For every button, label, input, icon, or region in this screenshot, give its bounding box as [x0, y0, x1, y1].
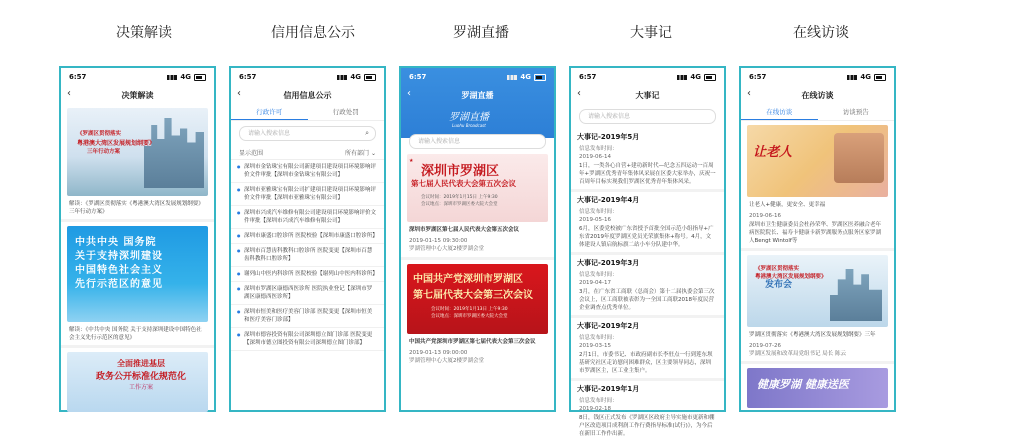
- search-placeholder: 请输入搜索信息: [418, 138, 461, 145]
- event-date: 2019-04-17: [579, 280, 611, 286]
- back-arrow-icon[interactable]: ‹: [407, 88, 411, 99]
- signal-icon: [507, 75, 517, 80]
- nav-bar: [231, 86, 384, 104]
- card-line-2: 粤港澳大湾区发展规划纲要》: [755, 274, 827, 280]
- filter-row: [231, 146, 384, 160]
- event-meta: [571, 397, 724, 405]
- status-icons: [847, 73, 886, 81]
- banner-gov-text: [81, 358, 201, 391]
- banner-gov-affairs-openness[interactable]: [67, 352, 208, 412]
- search-input[interactable]: [239, 126, 376, 141]
- banner-gov-line-3: 工作方案: [128, 384, 153, 391]
- page-title: 在线访谈: [801, 90, 834, 100]
- live-card-people-congress[interactable]: [407, 154, 548, 222]
- card-line-1: 《罗湖区贯彻落实: [755, 266, 800, 272]
- signal-icon: [677, 75, 687, 80]
- interview-desc-1: 深圳市卫生健康委员会杜孙荣华、罗湖区医养融合老年病医院院长、福寿卡健康卡新罗湖服务点服务区家罗湖人Bengt Wintolf等: [749, 222, 882, 244]
- event-section[interactable]: [571, 318, 724, 378]
- page-title: 决策解读: [121, 90, 154, 100]
- event-meta-label: 信息发布时间：: [579, 146, 618, 152]
- divider: [61, 219, 214, 222]
- banner-blue-line-1: 中共中央 国务院: [75, 237, 157, 248]
- interview-card-health[interactable]: [747, 368, 888, 408]
- banner-gov-line-2: 政务公开标准化规范化: [95, 372, 186, 382]
- event-section[interactable]: [571, 129, 724, 189]
- list-item[interactable]: ● 深圳市恒美和医疗美容门诊部 医院变更【深圳市恒美和医疗美容门诊部】: [231, 305, 384, 328]
- live-item-date-1: 2019-01-15 09:30:00: [409, 238, 468, 244]
- event-section[interactable]: [571, 255, 724, 315]
- event-heading: 大事记-2019年2月: [577, 322, 640, 330]
- event-date: 2019-02-18: [579, 406, 611, 412]
- banner-gov-line-1: 全面推进基层: [117, 359, 165, 368]
- status-time: 6:57: [69, 73, 87, 81]
- card-title-line-2: 第七届代表大会第三次会议: [413, 290, 533, 301]
- event-heading: 大事记-2019年4月: [577, 196, 640, 204]
- filter-label: 显示范围: [239, 150, 264, 157]
- event-body: 2月1日，市委书记、市政府副市长李驻点一行到莲东坝基研究社区走访慰问困难群众，区主要领导同志，深圳市罗湖区主，区工业主集户。: [579, 352, 713, 374]
- divider: [61, 345, 214, 348]
- phone-decision-interpretation: [59, 66, 216, 412]
- list-item[interactable]: ● 深圳市百慧齿科教科口腔诊所 医院变更【深圳市百慧齿科教科口腔诊所】: [231, 244, 384, 267]
- tab-bar: [741, 104, 894, 121]
- interview-date-1: 2019-06-16: [749, 213, 781, 219]
- star-icon: ★: [409, 158, 414, 164]
- chevron-down-icon: ⌄: [370, 150, 376, 157]
- search-input[interactable]: [579, 109, 716, 124]
- banner-blue-line-3: 中国特色社会主义: [75, 265, 163, 276]
- card-title-line-1: 中国共产党深圳市罗湖区: [413, 274, 523, 285]
- event-meta-label: 信息发布时间：: [579, 398, 618, 404]
- event-meta: [571, 334, 724, 342]
- phone-credit-info: [229, 66, 386, 412]
- list-item[interactable]: ● 谢列山中医内科诊所 医院校验【谢列山中医内科诊所】: [231, 267, 384, 282]
- battery-icon: [704, 74, 716, 81]
- live-item-title-1[interactable]: 深圳市罗湖区第七届人民代表大会第五次会议: [409, 227, 520, 233]
- list-item[interactable]: ● 深圳市罗湖区康德西医诊所 医院执业登记【深圳市罗湖区康德西医诊所】: [231, 282, 384, 305]
- card-line-2: 健康送医: [804, 378, 849, 391]
- card-text: [755, 265, 827, 289]
- battery-icon: [194, 74, 206, 81]
- news-caption-1[interactable]: 解读：《罗湖区贯彻落实《粤港澳大湾区发展规划纲要》三年行动方案》: [69, 201, 204, 215]
- news-caption-2[interactable]: 解读：《中共中央 国务院 关于支持深圳建设中国特色社会主义先行示范区的意见》: [69, 327, 202, 341]
- status-bar: [741, 68, 894, 86]
- banner-line-2: 粤港澳大湾区发展规划纲要》: [77, 140, 156, 147]
- page-title: 信用信息公示: [283, 90, 332, 100]
- card-title-line-2: 第七届人民代表大会第五次会议: [411, 179, 516, 188]
- column-title-3: 罗湖直播: [453, 25, 509, 41]
- banner-line-3: 三年行动方案: [87, 149, 121, 155]
- search-input[interactable]: [409, 134, 546, 149]
- banner-greater-bay-area[interactable]: [67, 108, 208, 196]
- status-bar: [61, 68, 214, 86]
- status-time: 6:57: [749, 73, 767, 81]
- nav-bar: [61, 86, 214, 104]
- network-label: 4G: [350, 73, 361, 81]
- phone-major-events: [569, 66, 726, 437]
- event-heading: 大事记-2019年1月: [577, 385, 640, 393]
- event-body: 6月，区委党校被广东省授予首批全国示范小组指导+广东省2019年度罗湖区党员光荣旗集体+称号。4月，文体建设人镇启航标旗二站小车分队建中华。: [579, 226, 714, 248]
- event-body: 3月，在广东省工商联（总商会）第十二届执委会第三次会议上，区工商联被表彰为一全国工商联2018年度民营企业调查点优秀单位。: [579, 289, 715, 311]
- interview-card-elderly[interactable]: [747, 125, 888, 197]
- page-title: 罗湖直播: [461, 90, 494, 100]
- interview-title-2[interactable]: 罗湖区贯彻落实《粤港澳大湾区发展规划纲要》三年: [749, 332, 876, 338]
- interview-desc-2: 罗湖区发展和改革局党组书记 局长 陈云: [749, 351, 846, 357]
- card-line-3: 发布会: [765, 280, 793, 290]
- hero-header: [401, 68, 554, 138]
- event-section[interactable]: [571, 381, 724, 437]
- list-item[interactable]: ● 深圳市金钻珠宝有限公司新建项目建设项目环境影响评价文件审批【深圳市金钻珠宝有限公司】: [231, 160, 384, 183]
- divider: [401, 257, 554, 260]
- back-arrow-icon[interactable]: ‹: [577, 88, 581, 99]
- live-item-date-2: 2019-01-13 09:00:00: [409, 350, 468, 356]
- search-placeholder: 请输入搜索信息: [248, 130, 291, 137]
- status-icons: [337, 73, 376, 81]
- event-meta: [571, 208, 724, 216]
- page-title: 大事记: [635, 90, 660, 100]
- signal-icon: [337, 75, 347, 80]
- interview-date-2: 2019-07-26: [749, 343, 781, 349]
- filter-dropdown[interactable]: [345, 148, 376, 157]
- back-arrow-icon[interactable]: ‹: [237, 88, 241, 99]
- hero-title: 罗湖直播: [449, 112, 489, 123]
- banner-text: [77, 130, 155, 157]
- banner-line-1: 《罗湖区贯彻落实: [77, 131, 122, 137]
- event-heading: 大事记-2019年3月: [577, 259, 640, 267]
- live-item-place-2: 罗湖管理中心大厦2楼罗湖会堂: [409, 358, 485, 364]
- tab-admin-permit[interactable]: 行政许可: [231, 104, 308, 120]
- battery-icon: [534, 74, 546, 81]
- card-title: 让老人: [753, 145, 793, 160]
- network-label: 4G: [860, 73, 871, 81]
- card-place: 会议地点：深圳市罗湖区委大院大会堂: [431, 314, 508, 319]
- interview-photo: [834, 133, 884, 183]
- banner-pioneer-demonstration-zone[interactable]: [67, 226, 208, 322]
- live-card-party-congress[interactable]: [407, 264, 548, 334]
- column-title-4: 大事记: [630, 25, 672, 41]
- event-meta-label: 信息发布时间：: [579, 335, 618, 341]
- network-label: 4G: [690, 73, 701, 81]
- event-meta-label: 信息发布时间：: [579, 209, 618, 215]
- search-icon[interactable]: ⌕: [365, 129, 369, 137]
- filter-value: 所有部门: [345, 150, 370, 157]
- card-place: 会议地点：深圳市罗湖区委大院大会堂: [421, 202, 498, 207]
- event-heading: 大事记-2019年5月: [577, 133, 640, 141]
- event-body: 1日，一类各心自营+建功新时代—纪念五四运动一百周年+罗湖区优秀青年集体风采展在区委大家举办，庆祝一百周年目标实现我们罗湖区优秀青年集体风采。: [579, 163, 716, 185]
- nav-bar: [571, 86, 724, 104]
- tab-online-interview[interactable]: 在线访谈: [741, 104, 818, 120]
- signal-icon: [167, 75, 177, 80]
- hero-logo: [449, 108, 489, 128]
- column-title-5: 在线访谈: [793, 25, 849, 41]
- event-section[interactable]: [571, 192, 724, 252]
- banner-blue-line-2: 关于支持深圳建设: [75, 251, 163, 262]
- list-item[interactable]: ● 深圳市亚雅珠宝有限公司扩建项目建设项目环境影响评价文件审批【深圳市亚雅珠宝有限公司】: [231, 183, 384, 206]
- card-date: 会议时间：2019年1月15日 上午9:30: [421, 195, 498, 200]
- status-bar: [231, 68, 384, 86]
- status-icons: [167, 73, 206, 81]
- card-line-1: 健康罗湖: [757, 378, 801, 391]
- list-item[interactable]: ● 深圳市兴成汽车维修有限公司建设项目环境影响评价文件审批【深圳市兴成汽车维修有限公司】: [231, 206, 384, 229]
- status-time: 6:57: [239, 73, 257, 81]
- column-title-2: 信用信息公示: [271, 25, 355, 41]
- skyline-image: [830, 269, 882, 321]
- back-arrow-icon[interactable]: ‹: [67, 88, 71, 99]
- list-item[interactable]: ● 深圳市康盛口腔诊所 医院校验【深圳市康盛口腔诊所】: [231, 229, 384, 244]
- nav-bar: [741, 86, 894, 104]
- network-label: 4G: [520, 73, 531, 81]
- battery-icon: [874, 74, 886, 81]
- event-body: 8日，钱区正式发布《罗湖区区政府主导实施市更新和棚户区改造项目成利润工作行费指导标准(试行)》，为今后在新旧工作作出新。: [579, 415, 715, 437]
- status-icons: [507, 73, 546, 81]
- back-arrow-icon[interactable]: ‹: [747, 88, 751, 99]
- event-date: 2019-06-14: [579, 154, 611, 160]
- network-label: 4G: [180, 73, 191, 81]
- column-title-1: 决策解读: [116, 25, 172, 41]
- battery-icon: [364, 74, 376, 81]
- event-meta: [571, 145, 724, 153]
- live-item-place-1: 罗湖管理中心大厦2楼罗湖会堂: [409, 246, 485, 252]
- interview-card-bay-area[interactable]: [747, 255, 888, 327]
- banner-blue-line-4: 先行示范区的意见: [75, 279, 163, 290]
- event-meta-label: 信息发布时间：: [579, 272, 618, 278]
- phone-online-interview: [739, 66, 896, 412]
- event-meta: [571, 271, 724, 279]
- signal-icon: [847, 75, 857, 80]
- tab-bar: [231, 104, 384, 121]
- interview-caption-1[interactable]: 让老人+健康，更安全、更幸福: [749, 202, 826, 208]
- status-icons: [677, 73, 716, 81]
- live-item-title-2[interactable]: 中国共产党深圳市罗湖区第七届代表大会第三次会议: [409, 339, 536, 345]
- card-text: [757, 376, 849, 392]
- tab-interview-preview[interactable]: 访谈预告: [842, 108, 869, 116]
- tab-admin-penalty[interactable]: 行政处罚: [332, 108, 359, 116]
- hero-subtitle: Luohu Broadcast: [452, 123, 486, 128]
- banner-blue-text: [75, 236, 163, 292]
- status-time: 6:57: [409, 73, 427, 81]
- card-date: 会议时间：2019年1月13日 上午9:30: [431, 307, 508, 312]
- phone-luohu-live: [399, 66, 556, 412]
- nav-bar: [401, 86, 554, 104]
- event-date: 2019-05-16: [579, 217, 611, 223]
- search-placeholder: 请输入搜索信息: [588, 113, 631, 120]
- status-bar: [401, 68, 554, 86]
- list-item[interactable]: ● 深圳市德容投资有限公司深圳德立图门诊部 医院变更【深圳市德立图投资有限公司深圳德立图门诊部】: [231, 328, 384, 351]
- status-time: 6:57: [579, 73, 597, 81]
- divider: [741, 361, 894, 364]
- status-bar: [571, 68, 724, 86]
- event-date: 2019-03-15: [579, 343, 611, 349]
- card-title-line-1: 深圳市罗湖区: [421, 164, 500, 179]
- divider: [741, 248, 894, 251]
